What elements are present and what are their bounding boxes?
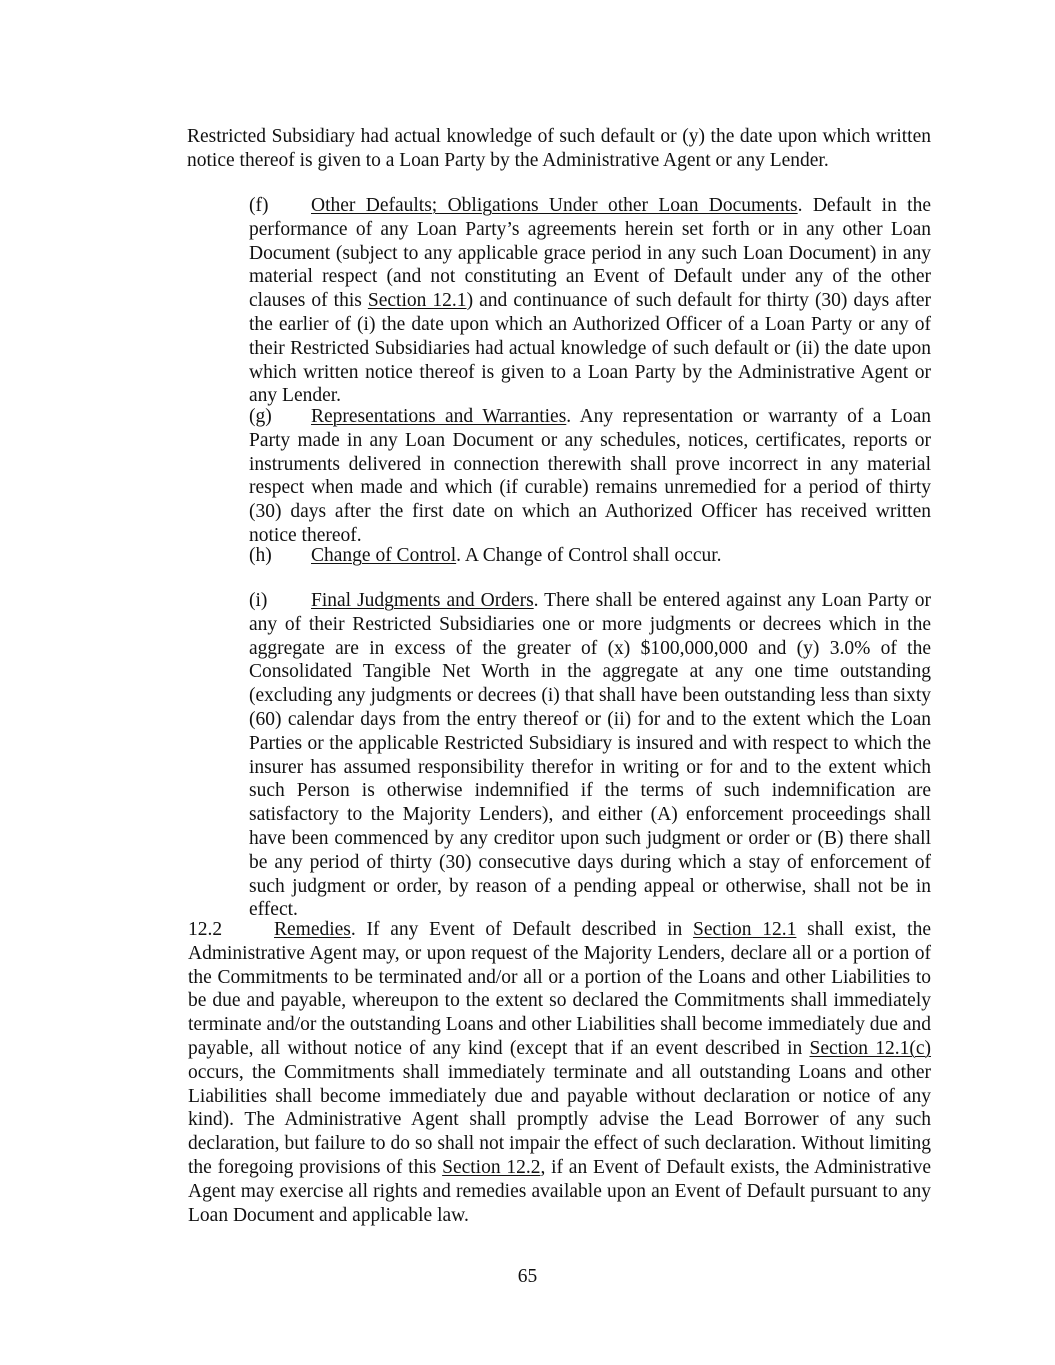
continuation-paragraph [187, 125, 931, 173]
clause-h-paragraph [187, 544, 931, 568]
clause-g-label: (g) [249, 406, 272, 427]
continuation-text: Restricted Subsidiary had actual knowledge of such default or (y) the date upon which written notice thereof is given to a Loan Party by the Administrative Agent or any Lender. [187, 126, 931, 171]
clause-f-label: (f) [249, 195, 269, 216]
clause-i-label: (i) [249, 590, 268, 611]
section-12-1-ref[interactable]: Section 12.1 [693, 919, 797, 940]
clause-h-label: (h) [249, 545, 272, 566]
clause-g-paragraph [187, 405, 931, 548]
section-12-2-text-1: . If any Event of Default described in [350, 919, 694, 940]
clause-g-heading: Representations and Warranties [311, 406, 567, 427]
clause-i-paragraph [187, 589, 931, 922]
section-12-1c-ref[interactable]: Section 12.1(c) [809, 1037, 931, 1059]
clause-f-heading: Other Defaults; Obligations Under other Loan Documents [311, 195, 798, 216]
section-12-2-ref[interactable]: Section 12.2 [442, 1156, 541, 1178]
section-12-2-heading: Remedies [274, 919, 351, 940]
clause-f-text-2: ) and continuance of such default for thirty (30) days after the earlier of (i) the date upon which an Authorized Officer of a Loan Party or any of their Restricted Subsidiaries had actual knowledge of such default or (ii) the date upon which written notice thereof is given to a Loan Party by the Administrative Agent or any Lender. [249, 290, 931, 407]
clause-h-heading: Change of Control [311, 545, 457, 566]
page-number: 65 [517, 1266, 538, 1287]
section-12-2-text-3: occurs, the Commitments shall immediately terminate and all outstanding Loans and other Liabilities shall become immediately due and payable without declaration or notice of any kind). The Administrative Agent shall promptly advise the Lead Borrower of any such declaration, but failure to do so shall not impair the effect of such declaration. Without limiting the foregoing provisions of this [188, 1061, 931, 1178]
clause-i-heading: Final Judgments and Orders [311, 590, 534, 611]
section-12-2-number: 12.2 [188, 919, 223, 940]
clause-f-section-ref[interactable]: Section 12.1 [367, 290, 467, 312]
section-12-2-paragraph [124, 918, 931, 1227]
clause-h-text: . A Change of Control shall occur. [456, 545, 722, 566]
clause-f-text-1: . Default in the performance of any Loan Party’s agreements herein set forth or in any other Loan Document (subject to any applicable grace period in any such Loan Document) in any material respect (and not constituting an Event of Default under any of the other clauses of this [249, 195, 931, 312]
clause-i-text: . There shall be entered against any Loan Party or any of their Restricted Subsidiaries one or more judgments or decrees which in the aggregate are in excess of the greater of (x) $100,000,000 and (y) 3.0% of the Consolidated Tangible Net Worth in the aggregate at any one time outstanding (excluding any judgments or decrees (i) that shall have been outstanding less than sixty (60) calendar days from the entry thereof or (ii) for and to the extent which the Loan Parties or the applicable Restricted Subsidiary is insured and with respect to which the insurer has assumed responsibility therefor in writing or for and to the extent which such Person is otherwise indemnified if the terms of such indemnification are satisfactory to the Majority Lenders), and either (A) enforcement proceedings shall have been commenced by any creditor upon such judgment or order or (B) there shall be any period of thirty (30) consecutive days during which a stay of enforcement of such judgment or order, by reason of a pending appeal or otherwise, shall not be in effect. [249, 590, 931, 921]
clause-f-paragraph [187, 194, 931, 408]
section-12-2-text-2: shall exist, the Administrative Agent may, or upon request of the Majority Lenders, declare all or a portion of the Commitments to be terminated and/or all or a portion of the Loans and other Liabilities to be due and payable, whereupon to the extent so declared the Commitments shall immediately terminate and/or the outstanding Loans and other Liabilities shall become immediately due and payable, all without notice of any kind (except that if an event described in [188, 919, 931, 1059]
section-12-2-text-4: , if an Event of Default exists, the Administrative Agent may exercise all rights and remedies available upon an Event of Default pursuant to any Loan Document and applicable law. [188, 1156, 931, 1226]
clause-g-text: . Any representation or warranty of a Loan Party made in any Loan Document or any schedules, notices, certificates, reports or instruments delivered in connection therewith shall prove incorrect in any material respect when made and which (if curable) remains unremedied for a period of thirty (30) days after the first date on which an Authorized Officer has received written notice thereof. [249, 406, 931, 546]
